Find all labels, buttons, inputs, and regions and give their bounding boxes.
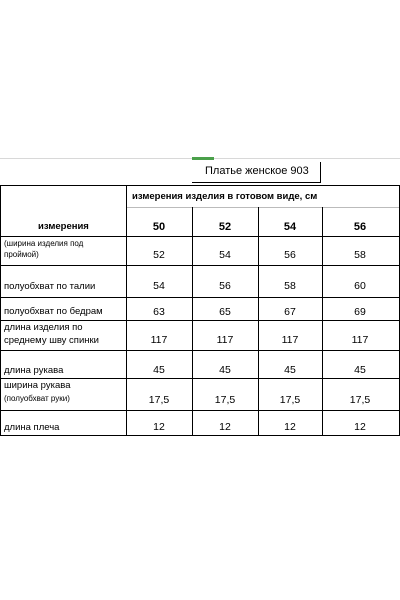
row-label-chest-width: (ширина изделия под <box>4 239 84 248</box>
table-cell: 12 <box>153 421 165 433</box>
size-header-54: 54 <box>283 221 297 233</box>
table-cell: 12 <box>354 421 366 433</box>
table-cell: 52 <box>153 249 165 261</box>
table-cell: 17,5 <box>148 394 170 406</box>
table-cell: 58 <box>354 249 366 261</box>
table-cell: 17,5 <box>279 394 301 406</box>
row-label-shoulder-length: длина плеча <box>4 422 60 433</box>
table-cell: 65 <box>219 306 231 318</box>
measurements-group-header: измерения изделия в готовом виде, см <box>132 191 318 202</box>
grid-line <box>127 207 399 208</box>
title-cell[interactable] <box>0 163 400 183</box>
table-cell: 54 <box>153 280 165 292</box>
table-cell: 12 <box>284 421 296 433</box>
table-cell: 56 <box>219 280 231 292</box>
table-cell: 12 <box>219 421 231 433</box>
row-label-chest-width-cont: проймой) <box>4 250 39 259</box>
grid-line <box>0 297 400 298</box>
table-cell: 58 <box>284 280 296 292</box>
grid-line <box>0 350 400 351</box>
grid-line <box>126 185 127 436</box>
table-cell: 117 <box>281 334 299 346</box>
table-cell: 117 <box>216 334 234 346</box>
row-label-sleeve-length: длина рукава <box>4 365 64 376</box>
grid-line <box>0 265 400 266</box>
grid-line <box>322 207 323 436</box>
row-label-waist: полуобхват по талии <box>4 281 96 292</box>
table-cell: 56 <box>284 249 296 261</box>
row-label-length: длина изделия по <box>4 322 83 333</box>
grid-line <box>258 207 259 436</box>
size-header-56: 56 <box>353 221 367 233</box>
size-header-50: 50 <box>152 221 166 233</box>
table-cell: 17,5 <box>349 394 371 406</box>
grid-line <box>0 185 400 186</box>
active-cell-marker <box>192 157 214 160</box>
table-cell: 69 <box>354 306 366 318</box>
table-cell: 45 <box>284 364 296 376</box>
row-label-sleeve-width-cont: (полуобхват руки) <box>4 394 70 403</box>
size-header-52: 52 <box>218 221 232 233</box>
grid-line <box>192 207 193 436</box>
table-cell: 60 <box>354 280 366 292</box>
table-cell: 45 <box>354 364 366 376</box>
grid-line <box>0 378 400 379</box>
table-cell: 17,5 <box>214 394 236 406</box>
grid-line <box>0 236 400 237</box>
measurements-column-header: измерения <box>38 221 89 232</box>
table-cell: 45 <box>219 364 231 376</box>
title-underline <box>192 182 321 183</box>
title-right-border <box>320 162 321 183</box>
grid-line <box>0 435 400 436</box>
table-cell: 54 <box>219 249 231 261</box>
table-cell: 117 <box>150 334 168 346</box>
row-label-sleeve-width: ширина рукава <box>4 380 71 391</box>
table-cell: 117 <box>351 334 369 346</box>
grid-line <box>0 320 400 321</box>
document-title: Платье женское 903 <box>205 165 309 177</box>
table-cell: 45 <box>153 364 165 376</box>
table-cell: 67 <box>284 306 296 318</box>
grid-line <box>0 410 400 411</box>
row-label-length-cont: среднему шву спинки <box>4 335 99 346</box>
row-label-hips: полуобхват по бедрам <box>4 306 103 317</box>
table-cell: 63 <box>153 306 165 318</box>
grid-line <box>0 185 1 436</box>
